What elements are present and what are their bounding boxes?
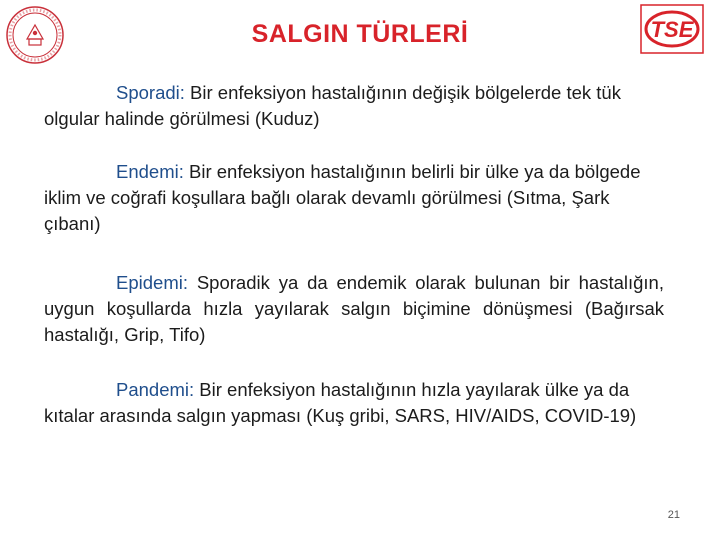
text-sporadi: Bir enfeksiyon hastalığının değişik bölgelerde tek tük olgular halinde görülmesi (Kuduz) [44, 82, 621, 129]
term-endemi: Endemi: [116, 161, 184, 182]
term-epidemi: Epidemi: [116, 272, 188, 293]
definition-epidemi [44, 270, 664, 348]
definition-pandemi [44, 377, 664, 429]
tse-logo-text: TSE [650, 17, 694, 42]
text-epidemi: Sporadik ya da endemik olarak bulunan bir hastalığın, uygun koşullarda hızla yayılarak salgın biçimine dönüşmesi (Bağırsak hastalığı, Grip, Tifo) [44, 272, 664, 345]
page-number: 21 [667, 509, 680, 521]
text-pandemi: Bir enfeksiyon hastalığının hızla yayılarak ülke ya da kıtalar arasında salgın yapması (Kuş gribi, SARS, HIV/AIDS, COVID-19) [44, 379, 637, 426]
definition-endemi [44, 159, 664, 237]
term-pandemi: Pandemi: [116, 379, 195, 400]
definition-sporadi [44, 80, 664, 132]
term-sporadi: Sporadi: [116, 82, 185, 103]
slide-title: SALGIN TÜRLERİ [251, 20, 469, 48]
text-endemi: Bir enfeksiyon hastalığının belirli bir ülke ya da bölgede iklim ve coğrafi koşullara bağlı olarak devamlı görülmesi (Sıtma, Şark çıbanı) [44, 161, 641, 234]
